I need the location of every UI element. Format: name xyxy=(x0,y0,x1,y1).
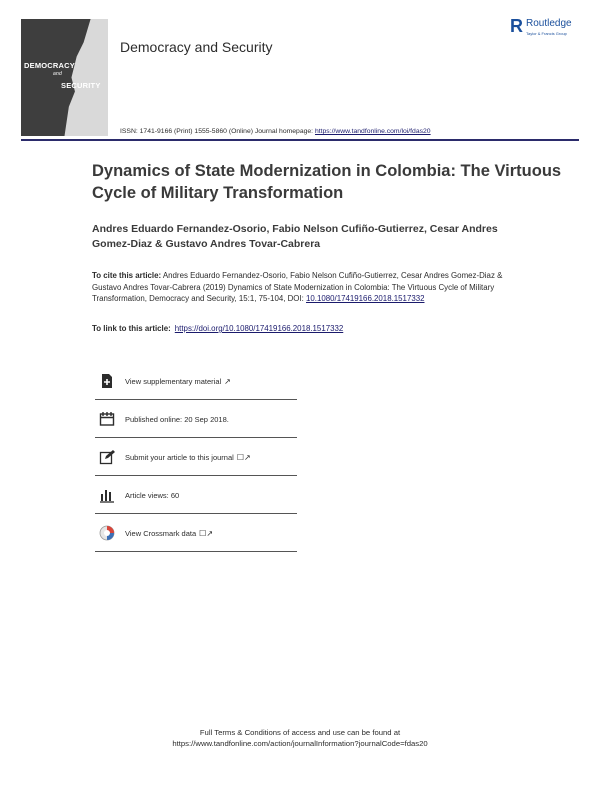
article-doi-url[interactable]: https://doi.org/10.1080/17419166.2018.1517332 xyxy=(174,324,344,333)
article-info-list xyxy=(95,362,297,552)
supplementary-label: View supplementary material xyxy=(125,377,222,386)
external-link-icon: ☐↗ xyxy=(236,453,251,462)
citation-text: Andres Eduardo Fernandez-Osorio, Fabio Nelson Cufiño-Gutierrez, Cesar Andres Gomez-Diaz & Gustavo Andres Tovar-Cabrera (2019) Dynamics of State Modernization in Colombia: The Virtuous Cycle of Military Transformation, Democracy and Security, 15:1, 75-104, DOI: xyxy=(92,271,503,303)
terms-line: Full Terms & Conditions of access and use can be found at xyxy=(199,728,401,737)
doi-link[interactable]: 10.1080/17419166.2018.1517332 xyxy=(306,294,425,303)
cover-title-line3: SECURITY xyxy=(61,81,101,90)
citation-block xyxy=(92,270,522,305)
submit-article-item[interactable] xyxy=(95,438,297,476)
routledge-r-icon: R xyxy=(510,16,523,36)
terms-url[interactable]: https://www.tandfonline.com/action/journalInformation?journalCode=fdas20 xyxy=(172,739,428,748)
published-online-item xyxy=(95,400,297,438)
crossmark-item[interactable] xyxy=(95,514,297,552)
edit-icon xyxy=(99,449,115,465)
terms-footer xyxy=(0,727,600,749)
bar-chart-icon xyxy=(99,487,115,503)
issn-line xyxy=(120,128,431,135)
publisher-tagline: Taylor & Francis Group xyxy=(526,31,567,36)
article-link-line xyxy=(92,324,343,333)
supplementary-icon xyxy=(99,373,115,389)
journal-cover xyxy=(21,19,108,136)
external-link-icon: ☐↗ xyxy=(199,529,214,538)
crossmark-label: View Crossmark data xyxy=(125,529,197,538)
publisher-name: Routledge xyxy=(526,18,572,29)
published-online-label: Published online: 20 Sep 2018. xyxy=(125,415,229,424)
submit-article-label: Submit your article to this journal xyxy=(125,453,234,462)
header-divider xyxy=(21,139,579,141)
article-views-item xyxy=(95,476,297,514)
citation-label: To cite this article: xyxy=(92,271,162,280)
supplementary-material-item[interactable] xyxy=(95,362,297,400)
journal-title: Democracy and Security xyxy=(120,39,273,55)
issn-text: ISSN: 1741-9166 (Print) 1555-5860 (Online) Journal homepage: xyxy=(120,128,315,135)
article-authors: Andres Eduardo Fernandez-Osorio, Fabio Nelson Cufiño-Gutierrez, Cesar Andres Gomez-Diaz & Gustavo Andres Tovar-Cabrera xyxy=(92,223,498,250)
crossmark-icon xyxy=(99,525,115,541)
link-label: To link to this article: xyxy=(92,324,171,333)
article-views-label: Article views: 60 xyxy=(125,491,180,500)
article-title: Dynamics of State Modernization in Colombia: The Virtuous Cycle of Military Transformation xyxy=(92,162,562,202)
external-link-icon: ↗ xyxy=(224,377,231,386)
cover-title-line2: and xyxy=(53,71,62,77)
calendar-icon xyxy=(99,411,115,427)
cover-title-line1: DEMOCRACY xyxy=(24,61,75,70)
journal-homepage-link[interactable]: https://www.tandfonline.com/loi/fdas20 xyxy=(314,128,431,135)
